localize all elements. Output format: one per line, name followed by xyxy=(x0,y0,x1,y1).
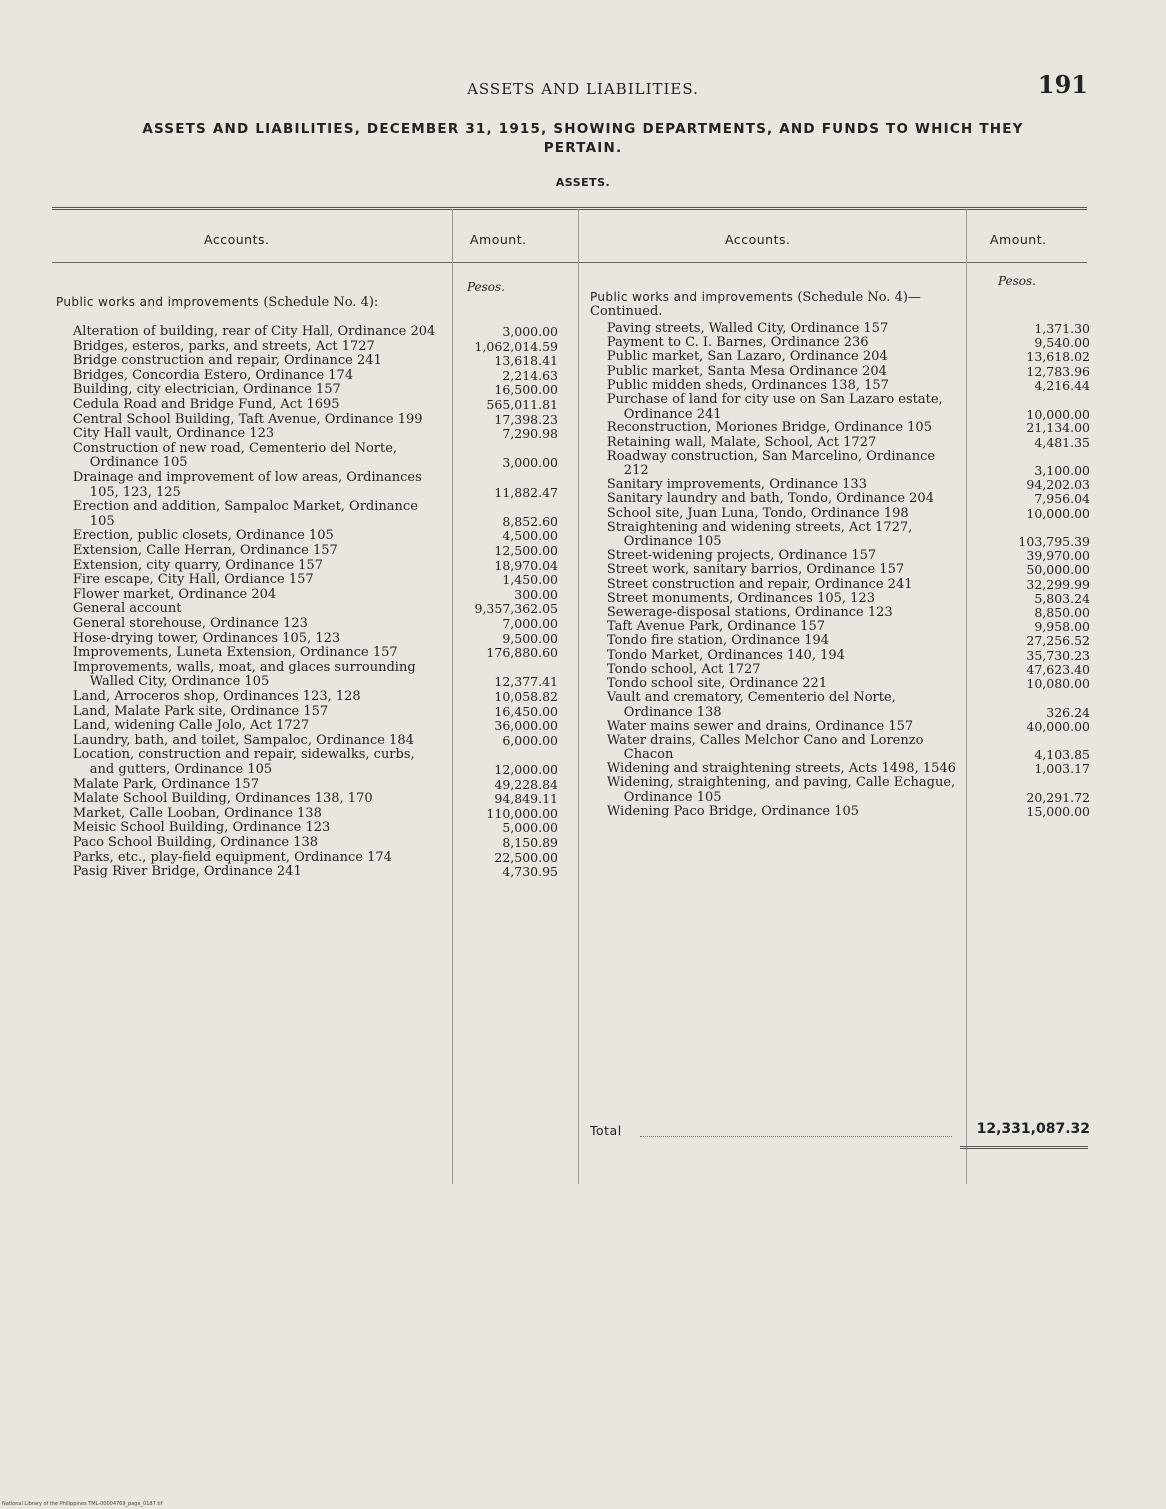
account-entry xyxy=(56,325,441,340)
account-entry xyxy=(56,573,441,588)
account-amount: 12,377.41 xyxy=(494,674,558,690)
account-amount: 16,450.00 xyxy=(494,703,558,719)
account-name: Extension, city quarry, Ordinance 157 xyxy=(72,557,323,573)
account-name: Malate Park, Ordinance 157 xyxy=(72,776,259,792)
account-name: City Hall vault, Ordinance 123 xyxy=(72,426,275,442)
account-entry xyxy=(56,354,441,369)
section-title: ASSETS. xyxy=(555,176,611,189)
account-name: Paco School Building, Ordinance 138 xyxy=(72,835,319,850)
account-name: School site, Juan Luna, Tondo, Ordinance 198 xyxy=(606,505,909,521)
account-entry xyxy=(590,634,962,649)
account-name: Tondo fire station, Ordinance 194 xyxy=(606,633,830,649)
account-entry xyxy=(56,602,441,617)
account-name: Tondo school, Act 1727 xyxy=(606,661,761,677)
total-rule xyxy=(960,1146,1088,1149)
account-amount: 32,299.99 xyxy=(1026,576,1090,592)
account-entry xyxy=(590,450,962,479)
account-amount: 1,450.00 xyxy=(502,572,558,588)
account-name: Alteration of building, rear of City Hall, Ordinance 204 xyxy=(72,324,436,339)
account-name: Widening Paco Bridge, Ordinance 105 xyxy=(606,803,860,819)
account-amount: 4,103.85 xyxy=(1034,747,1090,763)
account-amount: 21,134.00 xyxy=(1026,420,1090,436)
account-entry xyxy=(56,865,441,880)
document-title-line-2: PERTAIN. xyxy=(543,140,623,156)
account-entry xyxy=(590,805,962,820)
account-name: General account xyxy=(72,601,182,617)
account-amount: 13,618.41 xyxy=(494,353,558,369)
account-entry xyxy=(56,588,441,603)
column-divider xyxy=(578,209,579,1184)
account-name: Building, city electrician, Ordinance 157 xyxy=(72,382,341,398)
account-amount: 11,882.47 xyxy=(494,484,558,500)
account-amount: 12,000.00 xyxy=(494,761,558,777)
footer-caption: National Library of the Philippines TML-00004769_page_0187.tif xyxy=(2,1501,163,1507)
account-entry xyxy=(56,807,441,822)
account-name: Extension, Calle Herran, Ordinance 157 xyxy=(72,543,338,558)
account-entry xyxy=(56,471,441,500)
account-name: Street monuments, Ordinances 105, 123 xyxy=(606,590,875,606)
account-entry xyxy=(56,632,441,647)
account-amount: 4,500.00 xyxy=(502,528,558,544)
account-name: Tondo Market, Ordinances 140, 194 xyxy=(606,647,845,663)
account-name: Street construction and repair, Ordinance 241 xyxy=(606,576,913,592)
account-entry xyxy=(56,778,441,793)
account-name: Vault and crematory, Cementerio del Norte, Ordinance 138 xyxy=(606,690,896,720)
account-amount: 4,216.44 xyxy=(1034,377,1090,393)
account-entry xyxy=(56,836,441,851)
account-entry xyxy=(590,578,962,593)
account-name: Improvements, walls, moat, and glaces surrounding Walled City, Ordinance 105 xyxy=(72,659,416,690)
account-name: Cedula Road and Bridge Fund, Act 1695 xyxy=(72,397,340,412)
currency-label: Pesos. xyxy=(467,280,505,294)
account-entry xyxy=(56,398,441,413)
account-amount: 13,618.02 xyxy=(1026,349,1090,365)
account-name: Erection, public closets, Ordinance 105 xyxy=(72,528,334,544)
account-amount: 1,003.17 xyxy=(1034,761,1090,777)
account-amount: 22,500.00 xyxy=(494,849,558,865)
account-entry xyxy=(590,521,962,550)
account-amount: 40,000.00 xyxy=(1026,718,1090,734)
account-amount: 35,730.23 xyxy=(1026,647,1090,663)
account-amount: 103,795.39 xyxy=(1018,534,1090,550)
account-name: Bridge construction and repair, Ordinance 241 xyxy=(72,353,382,369)
account-name: Straightening and widening streets, Act 1727, Ordinance 105 xyxy=(606,519,913,550)
account-entry xyxy=(56,719,441,734)
account-amount: 176,880.60 xyxy=(486,645,558,661)
account-name: Meisic School Building, Ordinance 123 xyxy=(72,820,331,836)
account-amount: 10,080.00 xyxy=(1026,676,1090,691)
account-amount: 3,100.00 xyxy=(1034,463,1090,479)
account-name: Pasig River Bridge, Ordinance 241 xyxy=(72,864,302,880)
account-name: Land, Malate Park site, Ordinance 157 xyxy=(72,703,329,719)
account-name: Sanitary laundry and bath, Tondo, Ordinance 204 xyxy=(606,491,934,507)
account-name: Tondo school site, Ordinance 221 xyxy=(606,676,828,691)
account-name: Water drains, Calles Melchor Cano and Lorenzo Chacon xyxy=(606,732,924,763)
account-name: Construction of new road, Cementerio del Norte, Ordinance 105 xyxy=(72,440,398,471)
account-entry xyxy=(590,436,962,451)
account-amount: 7,290.98 xyxy=(502,426,558,442)
currency-label: Pesos. xyxy=(998,274,1036,288)
account-amount: 15,000.00 xyxy=(1026,803,1090,819)
account-name: Reconstruction, Moriones Bridge, Ordinance 105 xyxy=(606,420,932,436)
account-amount: 7,000.00 xyxy=(502,616,558,631)
account-amount: 36,000.00 xyxy=(494,718,558,734)
table-top-rule xyxy=(52,207,1087,210)
document-title xyxy=(60,120,1106,158)
account-name: Bridges, Concordia Estero, Ordinance 174 xyxy=(72,367,354,383)
account-amount: 8,850.00 xyxy=(1034,605,1090,620)
account-entry xyxy=(590,720,962,735)
account-amount: 9,357,362.05 xyxy=(474,601,558,617)
account-amount: 1,062,014.59 xyxy=(474,338,558,354)
account-amount: 18,970.04 xyxy=(494,557,558,573)
account-amount: 20,291.72 xyxy=(1026,789,1090,805)
account-name: Land, widening Calle Jolo, Act 1727 xyxy=(72,718,310,734)
total-label: Total xyxy=(590,1123,622,1138)
account-amount: 4,730.95 xyxy=(502,864,558,880)
account-entry xyxy=(56,690,441,705)
account-name: Water mains sewer and drains, Ordinance 157 xyxy=(606,718,914,734)
account-amount: 49,228.84 xyxy=(494,776,558,792)
account-amount: 94,849.11 xyxy=(494,791,558,807)
account-name: Widening, straightening, and paving, Calle Echague, Ordinance 105 xyxy=(606,775,956,805)
category-heading xyxy=(590,290,960,319)
account-entry xyxy=(590,492,962,507)
account-amount: 8,150.89 xyxy=(502,835,558,850)
account-entry xyxy=(56,369,441,384)
account-amount: 300.00 xyxy=(514,586,558,602)
account-amount: 9,958.00 xyxy=(1034,619,1090,635)
account-entry xyxy=(590,691,962,720)
account-amount: 3,000.00 xyxy=(502,324,558,339)
account-entry xyxy=(590,365,962,380)
account-amount: 17,398.23 xyxy=(494,411,558,427)
account-entry xyxy=(56,734,441,749)
account-name: Purchase of land for city use on San Lazaro estate, Ordinance 241 xyxy=(606,392,943,422)
account-name: General storehouse, Ordinance 123 xyxy=(72,616,308,631)
account-entry xyxy=(56,544,441,559)
account-name: Public market, Santa Mesa Ordinance 204 xyxy=(606,363,887,379)
amount-column-header: Amount. xyxy=(470,232,527,247)
account-amount: 12,783.96 xyxy=(1026,363,1090,379)
account-name: Widening and straightening streets, Acts 1498, 1546 xyxy=(606,761,956,777)
account-name: Market, Calle Looban, Ordinance 138 xyxy=(72,805,322,821)
account-entry xyxy=(590,507,962,522)
account-name: Malate School Building, Ordinances 138, 170 xyxy=(72,791,373,807)
account-entry xyxy=(590,734,962,763)
account-entry xyxy=(56,748,441,777)
account-name: Laundry, bath, and toilet, Sampaloc, Ordinance 184 xyxy=(72,732,414,748)
account-name: Land, Arroceros shop, Ordinances 123, 128 xyxy=(72,689,361,704)
account-name: Payment to C. I. Barnes, Ordinance 236 xyxy=(606,335,869,351)
account-amount: 39,970.00 xyxy=(1026,548,1090,564)
account-amount: 12,500.00 xyxy=(494,543,558,558)
account-amount: 565,011.81 xyxy=(486,397,558,412)
account-amount: 47,623.40 xyxy=(1026,661,1090,677)
account-name: Flower market, Ordinance 204 xyxy=(72,586,277,602)
category-suffix: (Schedule No. 4)—Continued. xyxy=(590,290,921,319)
account-entry xyxy=(56,413,441,428)
account-entry xyxy=(56,705,441,720)
account-entry xyxy=(56,559,441,574)
account-entry xyxy=(56,792,441,807)
account-amount: 4,481.35 xyxy=(1034,434,1090,450)
account-entry xyxy=(56,661,441,690)
account-amount: 10,058.82 xyxy=(494,689,558,704)
account-name: Sewerage-disposal stations, Ordinance 123 xyxy=(606,605,893,620)
accounts-column-header: Accounts. xyxy=(204,232,270,247)
account-entry xyxy=(56,340,441,355)
account-amount: 9,540.00 xyxy=(1034,335,1090,351)
account-entry xyxy=(56,500,441,529)
account-name: Drainage and improvement of low areas, Ordinances 105, 123, 125 xyxy=(72,470,422,500)
amount-column-header: Amount. xyxy=(990,232,1047,247)
account-entry xyxy=(56,529,441,544)
total-amount: 12,331,087.32 xyxy=(976,1121,1090,1137)
account-entry xyxy=(56,851,441,866)
account-entry xyxy=(56,427,441,442)
account-name: Street-widening projects, Ordinance 157 xyxy=(606,548,877,564)
account-name: Taft Avenue Park, Ordinance 157 xyxy=(606,619,825,635)
account-entry xyxy=(56,821,441,836)
account-entry xyxy=(590,393,962,422)
account-name: Street work, sanitary barrios, Ordinance 157 xyxy=(606,562,905,578)
account-amount: 9,500.00 xyxy=(502,630,558,646)
account-amount: 94,202.03 xyxy=(1026,477,1090,493)
account-amount: 7,956.04 xyxy=(1034,491,1090,507)
account-entry xyxy=(56,617,441,632)
document-title-line-1: ASSETS AND LIABILITIES, DECEMBER 31, 1915, SHOWING DEPARTMENTS, AND FUNDS TO WHICH THEY xyxy=(142,121,1024,137)
account-entry xyxy=(56,442,441,471)
account-amount: 16,500.00 xyxy=(494,382,558,398)
account-amount: 6,000.00 xyxy=(502,732,558,748)
account-name: Public midden sheds, Ordinances 138, 157 xyxy=(606,377,889,393)
account-name: Public market, San Lazaro, Ordinance 204 xyxy=(606,349,888,365)
page-number: 191 xyxy=(1037,70,1088,99)
account-amount: 326.24 xyxy=(1046,704,1090,720)
account-name: Bridges, esteros, parks, and streets, Act 1727 xyxy=(72,338,375,354)
account-amount: 1,371.30 xyxy=(1034,321,1090,336)
account-amount: 10,000.00 xyxy=(1026,406,1090,422)
account-entry xyxy=(590,563,962,578)
account-name: Sanitary improvements, Ordinance 133 xyxy=(606,477,867,493)
account-amount: 2,214.63 xyxy=(502,367,558,383)
account-name: Hose-drying tower, Ordinances 105, 123 xyxy=(72,630,341,646)
category-heading xyxy=(56,295,438,310)
account-entry xyxy=(590,649,962,664)
account-name: Improvements, Luneta Extension, Ordinance 157 xyxy=(72,645,398,661)
account-name: Location, construction and repair, sidewalks, curbs, and gutters, Ordinance 105 xyxy=(72,747,415,777)
account-amount: 27,256.52 xyxy=(1026,633,1090,649)
account-amount: 5,000.00 xyxy=(502,820,558,836)
account-name: Roadway construction, San Marcelino, Ordinance 212 xyxy=(606,448,936,479)
account-name: Fire escape, City Hall, Ordiance 157 xyxy=(72,572,314,588)
account-name: Parks, etc., play-field equipment, Ordinance 174 xyxy=(72,849,392,865)
account-entry xyxy=(56,646,441,661)
account-name: Retaining wall, Malate, School, Act 1727 xyxy=(606,434,877,450)
account-amount: 50,000.00 xyxy=(1026,562,1090,578)
category-name: Public works and improvements xyxy=(56,295,260,309)
account-entry xyxy=(590,776,962,805)
account-amount: 5,803.24 xyxy=(1034,590,1090,606)
running-title: ASSETS AND LIABILITIES. xyxy=(467,80,699,98)
accounts-column-header: Accounts. xyxy=(725,232,791,247)
account-name: Central School Building, Taft Avenue, Ordinance 199 xyxy=(72,411,423,427)
account-entry xyxy=(590,421,962,436)
header-bottom-rule xyxy=(52,262,1087,263)
category-suffix: (Schedule No. 4): xyxy=(259,295,379,310)
account-entry xyxy=(590,350,962,365)
account-name: Erection and addition, Sampaloc Market, Ordinance 105 xyxy=(72,499,418,529)
account-amount: 8,852.60 xyxy=(502,513,558,529)
account-name: Paving streets, Walled City, Ordinance 157 xyxy=(606,321,889,336)
total-leader xyxy=(640,1136,952,1137)
account-entry xyxy=(56,383,441,398)
account-amount: 3,000.00 xyxy=(502,455,558,471)
account-amount: 10,000.00 xyxy=(1026,505,1090,521)
account-amount: 110,000.00 xyxy=(486,805,558,821)
category-name: Public works and improvements xyxy=(590,290,794,304)
